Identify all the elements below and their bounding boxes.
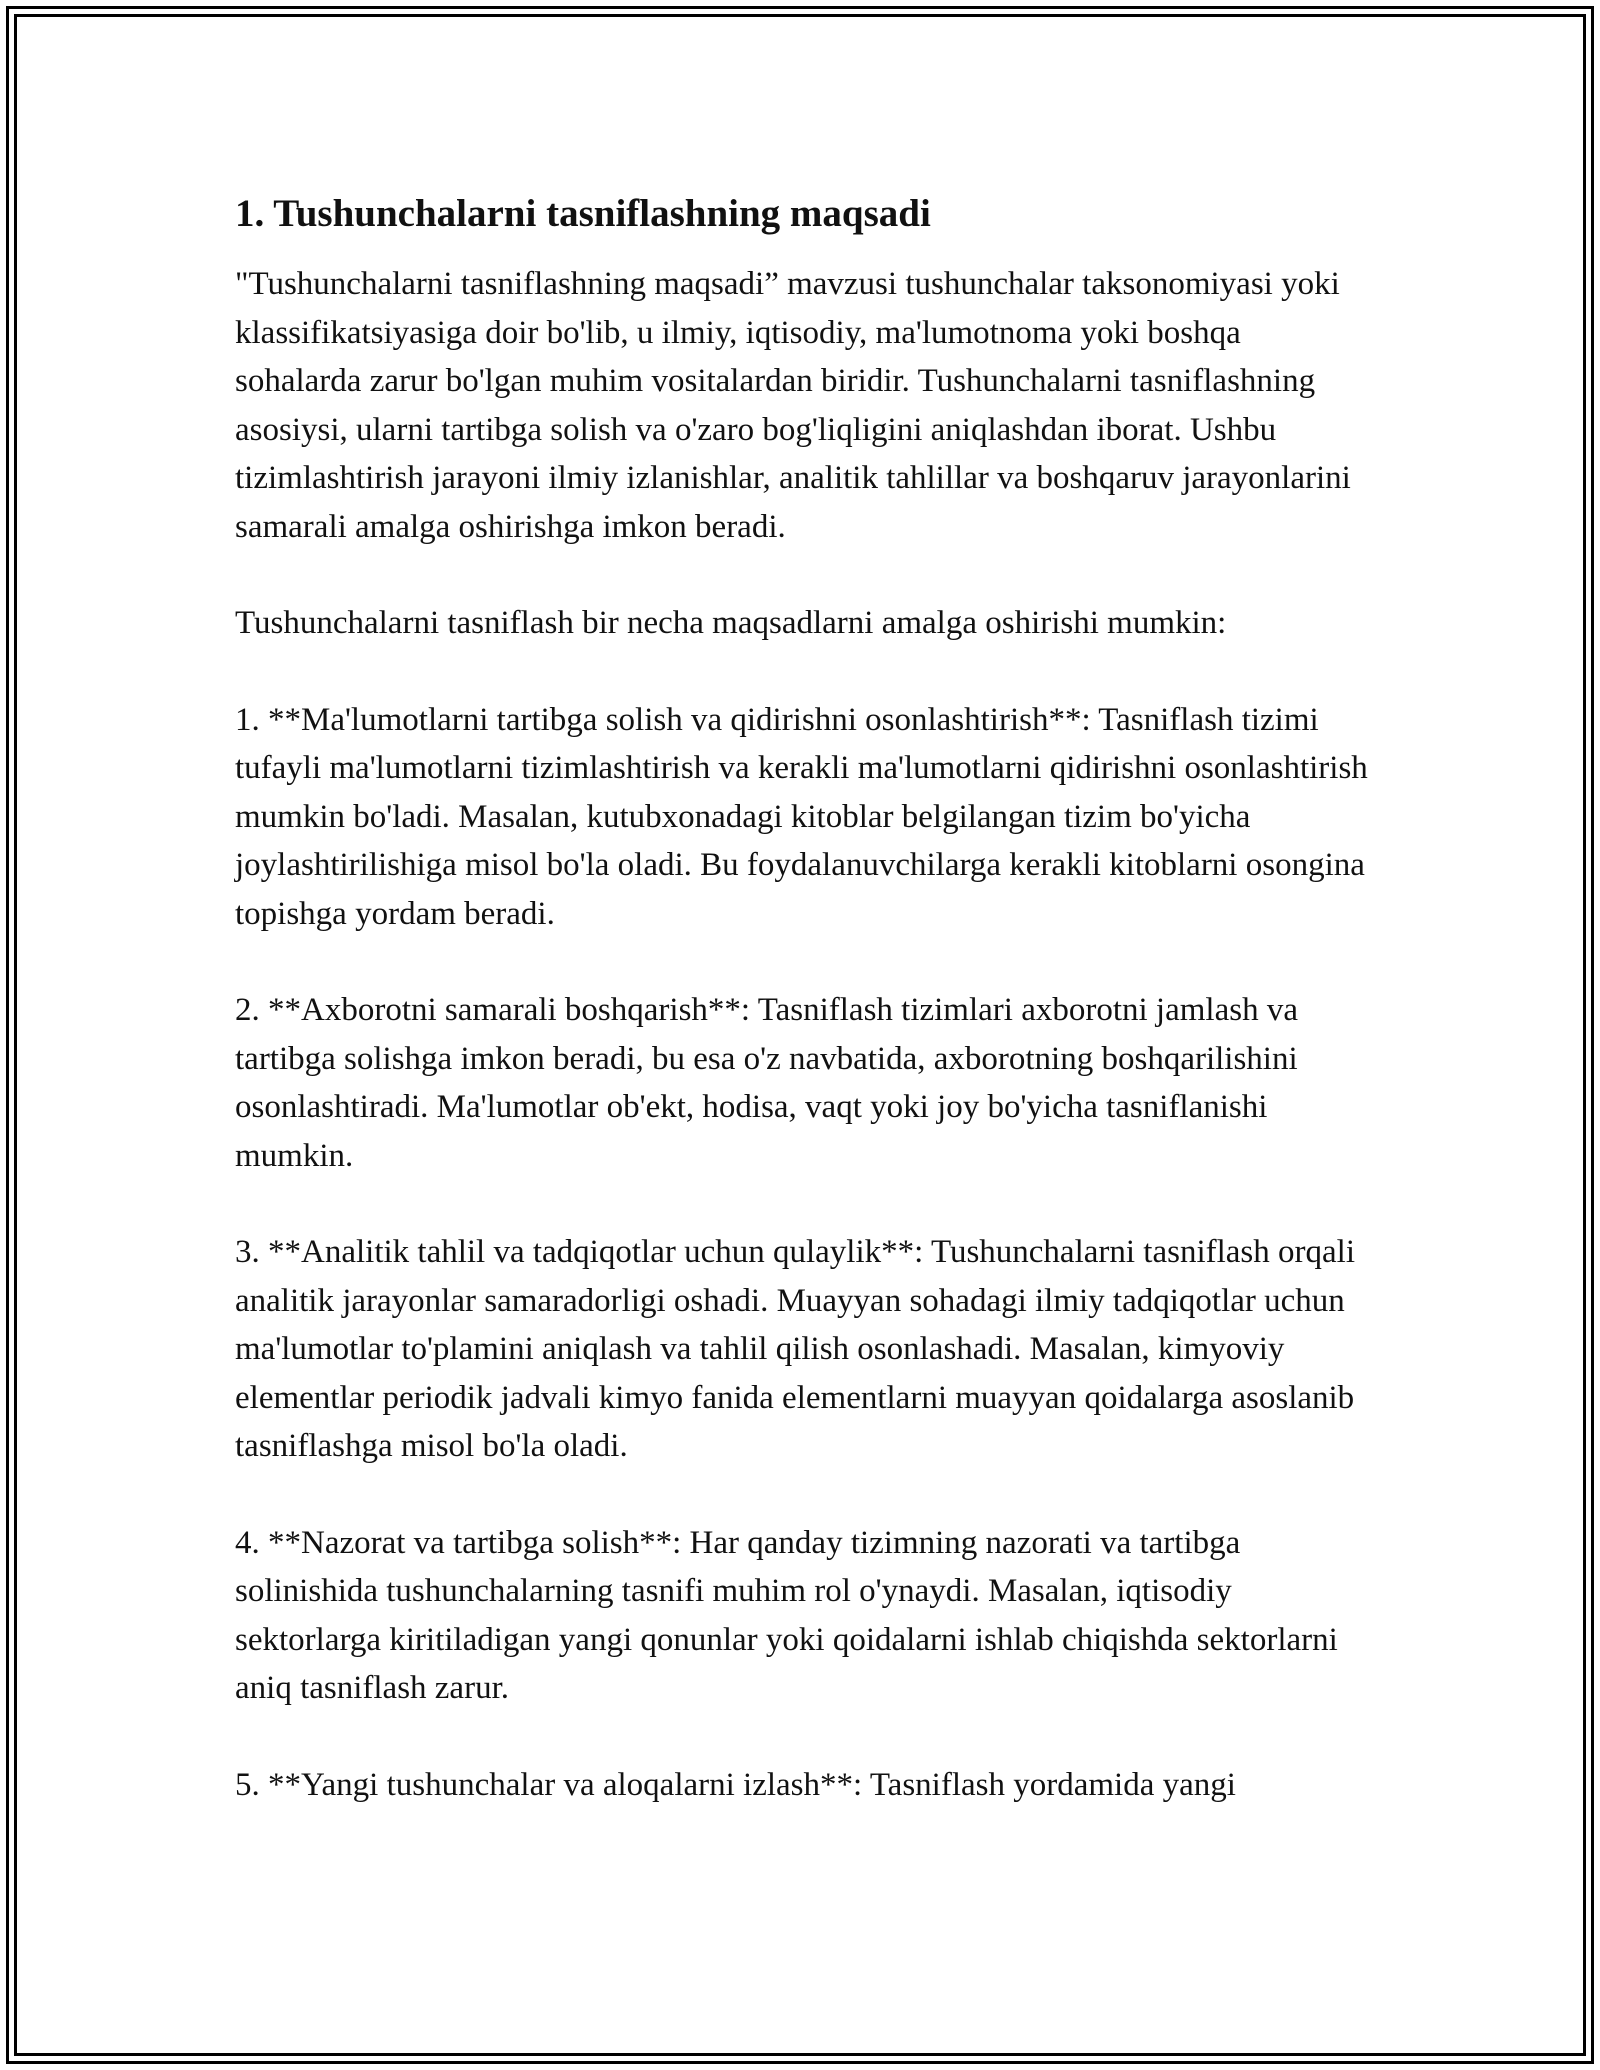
purposes-lead-paragraph: Tushunchalarni tasniflash bir necha maqsadlarni amalga oshirishi mumkin: <box>235 605 1227 641</box>
purpose-item-1: 1. **Ma'lumotlarni tartibga solish va qidirishni osonlashtirish**: Tasniflash tizimi tufayli ma'lumotlarni tizimlashtirish va kerakli ma'lumotlarni qidirishni osonlashtirish mumkin bo'ladi. Masalan, kutubxonadagi kitoblar belgilangan tizim bo'yicha joylashtirilishiga misol bo'la oladi. Bu foydalanuvchilarga kerakli kitoblarni osongina topishga yordam beradi. <box>235 701 1368 932</box>
intro-paragraph: "Tushunchalarni tasniflashning maqsadi” mavzusi tushunchalar taksonomiyasi yoki klassifikatsiyasiga doir bo'lib, u ilmiy, iqtisodiy, ma'lumotnoma yoki boshqa sohalarda zarur bo'lgan muhim vositalardan biridir. Tushunchalarni tasniflashning asosiysi, ularni tartibga solish va o'zaro bog'liqligini aniqlashdan iborat. Ushbu tizimlashtirish jarayoni ilmiy izlanishlar, analitik tahlillar va boshqaruv jarayonlarini samarali amalga oshirishga imkon beradi. <box>235 266 1351 545</box>
purpose-item-4: 4. **Nazorat va tartibga solish**: Har qanday tizimning nazorati va tartibga solinishida tushunchalarning tasnifi muhim rol o'ynaydi. Masalan, iqtisodiy sektorlarga kiritiladigan yangi qonunlar yoki qoidalarni ishlab chiqishda sektorlarni aniq tasniflash zarur. <box>235 1524 1338 1706</box>
purpose-item-3: 3. **Analitik tahlil va tadqiqotlar uchun qulaylik**: Tushunchalarni tasniflash orqali analitik jarayonlar samaradorligi oshadi. Muayyan sohadagi ilmiy tadqiqotlar uchun ma'lumotlar to'plamini aniqlash va tahlil qilish osonlashadi. Masalan, kimyoviy elementlar periodik jadvali kimyo fanida elementlarni muayyan qoidalarga asoslanib tasniflashga misol bo'la oladi. <box>235 1234 1356 1464</box>
document-body <box>235 188 1375 1857</box>
purpose-item-5: 5. **Yangi tushunchalar va aloqalarni izlash**: Tasniflash yordamida yangi <box>235 1766 1236 1803</box>
section-heading: 1. Tushunchalarni tasniflashning maqsadi <box>235 192 931 235</box>
purpose-item-2: 2. **Axborotni samarali boshqarish**: Tasniflash tizimlari axborotni jamlash va tartibga solishga imkon beradi, bu esa o'z navbatida, axborotning boshqarilishini osonlashtiradi. Ma'lumotlar ob'ekt, hodisa, vaqt yoki joy bo'yicha tasniflanishi mumkin. <box>235 992 1298 1174</box>
